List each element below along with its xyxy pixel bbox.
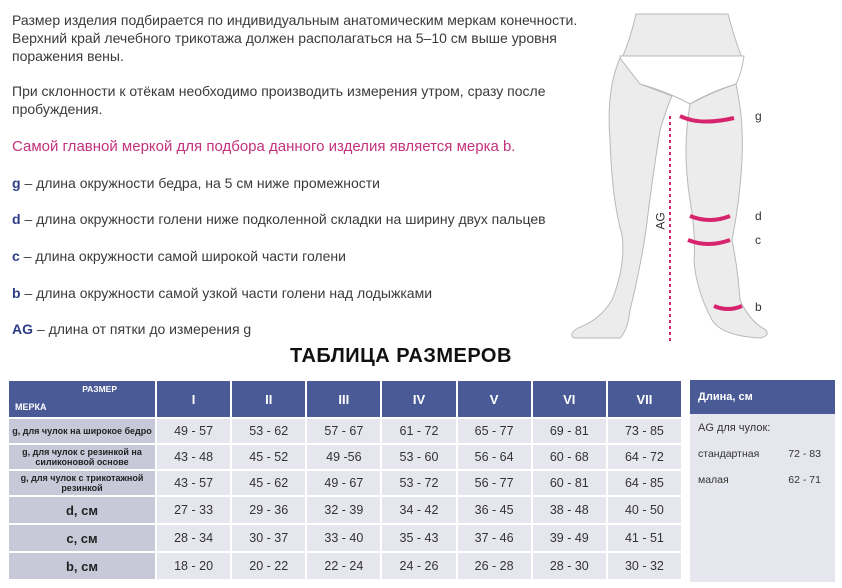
table-cell: 57 - 67: [307, 419, 380, 443]
table-cell: 73 - 85: [608, 419, 681, 443]
definition-d: [12, 211, 546, 227]
b-label: b: [755, 300, 762, 314]
table-cell: 28 - 34: [157, 525, 230, 551]
table-cell: 38 - 48: [533, 497, 606, 523]
table-row: [9, 419, 681, 443]
size-header: VII: [608, 381, 681, 417]
table-cell: 49 -56: [307, 445, 380, 469]
table-cell: 35 - 43: [382, 525, 455, 551]
left-leg: [572, 58, 672, 338]
definition-key: AG: [12, 321, 33, 337]
leg-illustration: [560, 10, 780, 350]
length-item-value: 62 - 71: [788, 474, 821, 486]
table-cell: 69 - 81: [533, 419, 606, 443]
table-cell: 56 - 64: [458, 445, 531, 469]
size-header: V: [458, 381, 531, 417]
corner-measure-label: МЕРКА: [15, 402, 47, 412]
ag-label: AG: [653, 212, 668, 230]
length-table-header: Длина, см: [690, 380, 835, 414]
size-header-row: [9, 381, 681, 417]
intro-paragraph-1: Размер изделия подбирается по индивидуальным анатомическим меркам конечности. Верхний край лечебного трикотажа должен располагаться на 5–10 см выше уровня поражения вены.: [12, 12, 578, 64]
length-item-name: малая: [698, 474, 729, 486]
table-cell: 37 - 46: [458, 525, 531, 551]
table-cell: 32 - 39: [307, 497, 380, 523]
g-label: g: [755, 109, 762, 123]
main-measure-note: Самой главной меркой для подбора данного изделия является мерка b.: [12, 138, 516, 155]
row-label: b, см: [9, 553, 155, 579]
table-cell: 41 - 51: [608, 525, 681, 551]
size-header: I: [157, 381, 230, 417]
hips-body: [622, 14, 742, 58]
definition-c: [12, 248, 346, 264]
table-cell: 60 - 68: [533, 445, 606, 469]
table-cell: 22 - 24: [307, 553, 380, 579]
table-row: [9, 497, 681, 523]
table-cell: 53 - 62: [232, 419, 305, 443]
row-label: g, для чулок с трикотажной резинкой: [9, 471, 155, 495]
table-cell: 64 - 72: [608, 445, 681, 469]
definition-g: [12, 175, 380, 191]
length-table: [690, 380, 835, 582]
definition-text: – длина окружности голени ниже подколенной складки на ширину двух пальцев: [20, 211, 546, 227]
table-cell: 30 - 32: [608, 553, 681, 579]
length-table-subheader: AG для чулок:: [698, 422, 771, 434]
size-table-title: ТАБЛИЦА РАЗМЕРОВ: [290, 345, 512, 367]
table-cell: 34 - 42: [382, 497, 455, 523]
table-row: [9, 471, 681, 495]
size-header: II: [232, 381, 305, 417]
table-cell: 26 - 28: [458, 553, 531, 579]
table-cell: 43 - 57: [157, 471, 230, 495]
definition-key: c: [12, 248, 20, 264]
table-cell: 65 - 77: [458, 419, 531, 443]
table-cell: 60 - 81: [533, 471, 606, 495]
definition-text: – длина окружности бедра, на 5 см ниже промежности: [20, 175, 380, 191]
table-cell: 36 - 45: [458, 497, 531, 523]
table-cell: 30 - 37: [232, 525, 305, 551]
length-item-name: стандартная: [698, 448, 760, 460]
definition-text: – длина окружности самой узкой части голени над лодыжками: [20, 285, 433, 301]
definition-text: – длина окружности самой широкой части голени: [19, 248, 346, 264]
table-cell: 61 - 72: [382, 419, 455, 443]
definition-key: b: [12, 285, 21, 301]
table-cell: 27 - 33: [157, 497, 230, 523]
d-label: d: [755, 209, 762, 223]
row-label: d, см: [9, 497, 155, 523]
definition-text: – длина от пятки до измерения g: [33, 321, 252, 337]
definition-key: g: [12, 175, 21, 191]
table-cell: 24 - 26: [382, 553, 455, 579]
table-cell: 45 - 52: [232, 445, 305, 469]
table-cell: 53 - 72: [382, 471, 455, 495]
table-cell: 53 - 60: [382, 445, 455, 469]
size-header: III: [307, 381, 380, 417]
c-label: c: [755, 233, 761, 247]
length-item-value: 72 - 83: [788, 448, 821, 460]
table-row: [9, 525, 681, 551]
size-table: [7, 379, 683, 581]
table-cell: 49 - 67: [307, 471, 380, 495]
size-header: IV: [382, 381, 455, 417]
table-cell: 39 - 49: [533, 525, 606, 551]
row-label: g, для чулок с резинкой на силиконовой основе: [9, 445, 155, 469]
size-header: VI: [533, 381, 606, 417]
table-cell: 33 - 40: [307, 525, 380, 551]
row-label: g, для чулок на широкое бедро: [9, 419, 155, 443]
corner-cell: [9, 381, 155, 417]
definition-b: [12, 285, 432, 301]
row-label: c, см: [9, 525, 155, 551]
table-row: [9, 553, 681, 579]
table-cell: 18 - 20: [157, 553, 230, 579]
intro-paragraph-2: При склонности к отёкам необходимо производить измерения утром, сразу после пробуждения.: [12, 83, 546, 117]
table-cell: 20 - 22: [232, 553, 305, 579]
table-cell: 29 - 36: [232, 497, 305, 523]
corner-size-label: РАЗМЕР: [82, 384, 117, 394]
table-cell: 56 - 77: [458, 471, 531, 495]
table-cell: 28 - 30: [533, 553, 606, 579]
table-cell: 43 - 48: [157, 445, 230, 469]
definition-ag: [12, 321, 251, 337]
table-row: [9, 445, 681, 469]
definition-key: d: [12, 211, 21, 227]
table-cell: 45 - 62: [232, 471, 305, 495]
table-cell: 49 - 57: [157, 419, 230, 443]
table-cell: 64 - 85: [608, 471, 681, 495]
table-cell: 40 - 50: [608, 497, 681, 523]
